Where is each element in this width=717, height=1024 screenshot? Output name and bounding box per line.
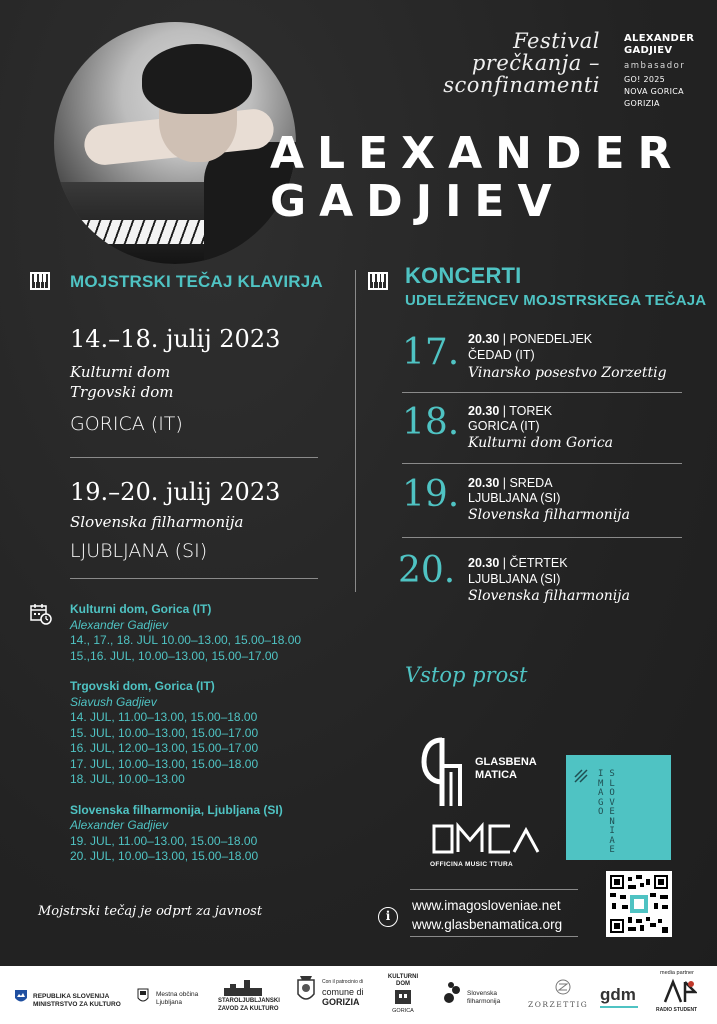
concert-time-value: 20.30 (468, 332, 500, 346)
kd-line-1: KULTURNI (387, 974, 419, 980)
ambassador-name-2: GADJIEV (624, 45, 673, 56)
masterclass-title: MOJSTRSKI TEČAJ KLAVIRJA (70, 272, 323, 291)
vertical-divider (355, 270, 356, 592)
concerts-title: KONCERTI (405, 263, 522, 288)
comune-line-1: comune di (322, 986, 364, 997)
imago-letter: V (609, 797, 615, 808)
photo-piano-keys (60, 220, 219, 244)
gm-line-2: MATICA (475, 769, 517, 781)
schedule-person: Alexander Gadjiev (70, 617, 169, 632)
ambassador-badge (624, 33, 714, 108)
concert-weekday: | TOREK (499, 404, 553, 418)
masterclass-date-1: 14.–18. julij 2023 (70, 325, 281, 353)
piano-icon (368, 272, 388, 290)
imago-letter: I (609, 826, 615, 836)
divider (402, 537, 682, 538)
gm-line-1: GLASBENA (475, 756, 537, 768)
ambassador-name-1: ALEXANDER (624, 33, 695, 44)
comune-patronage: Con il patrocinio di (322, 979, 364, 985)
schedule-line: 20. JUL, 10.00–13.00, 15.00–18.00 (70, 849, 259, 863)
concert-venue: Vinarsko posestvo Zorzettig (468, 365, 667, 381)
schedule-heading: Trgovski dom, Gorica (IT) (70, 679, 215, 693)
concert-weekday: | ČETRTEK (499, 556, 568, 570)
goi-line-2: NOVA GORICA (624, 87, 684, 96)
mol-line-1: Mestna občina (156, 991, 199, 998)
schedule-line: 14. JUL, 11.00–13.00, 15.00–18.00 (70, 710, 258, 724)
imago-letter: M (598, 778, 604, 789)
qr-code-icon (610, 875, 668, 933)
concert-time-value: 20.30 (468, 556, 500, 570)
divider (410, 889, 578, 890)
imago-sloveniae-logo (566, 755, 671, 860)
staro-line-1: STAROLJUBLJANSKI (218, 998, 280, 1004)
imago-letter: A (598, 788, 604, 798)
concert-venue: Slovenska filharmonija (468, 588, 630, 604)
ministry-line-1: REPUBLIKA SLOVENIJA (33, 993, 110, 1000)
ljubljana-coat-of-arms-icon (137, 988, 149, 1004)
schedule-heading: Kulturni dom, Gorica (IT) (70, 602, 212, 616)
imago-col-2 (609, 770, 614, 856)
festival-line-1: Festival (513, 29, 600, 53)
glasbena-matica-icon (420, 736, 464, 808)
concert-day: 17. (402, 332, 460, 373)
masterclass-venue-1a: Kulturni dom (70, 363, 171, 381)
schedule-line: 14., 17., 18. JUL 10.00–13.00, 15.00–18.00 (70, 633, 302, 647)
concert-weekday: | PONEDELJEK (499, 332, 593, 346)
concerts-subtitle: UDELEŽENCEV MOJSTRSKEGA TEČAJA (405, 292, 707, 309)
imago-letter: A (609, 835, 615, 846)
masterclass-venue-1b: Trgovski dom (70, 383, 174, 401)
concert-place: GORICA (IT) (468, 419, 540, 433)
imago-letter: E (609, 807, 615, 817)
website-links (412, 896, 562, 934)
imago-letter: G (598, 797, 604, 808)
schedule-block (70, 679, 360, 788)
goi-line-1: GO! 2025 (624, 75, 666, 84)
open-to-public-note: Mojstrski tečaj je odprt za javnost (38, 904, 263, 919)
artist-name (270, 130, 710, 226)
imago-col-1 (598, 770, 603, 856)
schedule-person: Alexander Gadjiev (70, 818, 169, 832)
schedule-heading: Slovenska filharmonija, Ljubljana (SI) (70, 802, 283, 817)
schedule-block (70, 803, 360, 865)
concert-time-value: 20.30 (468, 476, 500, 490)
schedule-block (70, 602, 360, 664)
photo-hair (142, 44, 252, 114)
concert-day: 20. (398, 550, 456, 591)
mol-line-2: Ljubljana (156, 998, 183, 1006)
schedule-line: 17. JUL, 10.00–13.00, 15.00–18.00 (70, 756, 259, 771)
schedule-line: 19. JUL, 11.00–13.00, 15.00–18.00 (70, 833, 258, 848)
schedule-line: 15. JUL, 10.00–13.00, 15.00–17.00 (70, 725, 259, 740)
concert-day: 18. (402, 402, 460, 443)
kd-line-2: DOM (396, 981, 410, 987)
festival-title (398, 30, 600, 96)
imago-letter: I (598, 769, 604, 779)
festival-line-2: prečkanja – (471, 51, 600, 75)
divider (70, 578, 318, 579)
concert-weekday: | SREDA (499, 476, 553, 490)
free-entry: Vstop prost (405, 663, 528, 687)
glasbena-matica-logo (420, 736, 537, 812)
media-partner-label: media partner (660, 970, 694, 976)
qr-code[interactable] (606, 871, 672, 937)
divider (402, 392, 682, 393)
concert-time-value: 20.30 (468, 404, 500, 418)
concert-time (468, 331, 592, 347)
kulturni-dom-icon (393, 988, 413, 1006)
omc-caption: OFFICINA MUSIC TTURA (430, 861, 514, 868)
masterclass-venue-2: Slovenska filharmonija (70, 513, 244, 531)
filharmonija-icon (442, 980, 464, 1006)
info-icon: i (378, 907, 398, 927)
link-imagosloveniae[interactable]: www.imagosloveniae.net (412, 898, 561, 913)
kd-line-3: GORICA (392, 1008, 414, 1014)
divider (410, 936, 578, 937)
concert-venue: Slovenska filharmonija (468, 507, 630, 523)
imago-letter: O (609, 788, 615, 798)
festival-line-3: sconfinamenti (443, 73, 600, 97)
comune-line-2: GORIZIA (322, 996, 360, 1007)
gorizia-crest-icon (294, 974, 318, 1006)
imago-letter: S (609, 769, 615, 779)
concert-place: ČEDAD (IT) (468, 348, 535, 362)
radio-student-icon (663, 978, 697, 1004)
sf-line-1: Slovenska (467, 990, 497, 997)
imago-letter: O (598, 807, 604, 817)
gdm-underline (600, 1006, 638, 1008)
zorzettig-label: ZORZETTIG (528, 1000, 589, 1009)
schedule-person: Siavush Gadjiev (70, 694, 157, 709)
schedule-line: 16. JUL, 12.00–13.00, 15.00–17.00 (70, 741, 259, 755)
masterclass-schedule (70, 602, 360, 880)
imago-letter: N (609, 816, 615, 827)
link-glasbenamatica[interactable]: www.glasbenamatica.org (412, 917, 563, 932)
imago-letter: E (609, 845, 615, 855)
castle-icon (222, 978, 264, 996)
masterclass-city-2: LJUBLJANA (SI) (70, 540, 208, 562)
ambassador-label: ambasador (624, 61, 686, 71)
imago-letter: L (609, 778, 615, 789)
concert-place: LJUBLJANA (SI) (468, 491, 561, 505)
imago-text (598, 770, 615, 856)
concert-place: LJUBLJANA (SI) (468, 572, 561, 586)
concert-time (468, 475, 553, 491)
divider (70, 457, 318, 458)
piano-icon (30, 272, 50, 290)
concert-time (468, 555, 568, 571)
zorzettig-emblem-icon (554, 978, 572, 996)
staro-line-2: ZAVOD ZA KULTURO (218, 1005, 279, 1012)
goi-line-3: GORIZIA (624, 99, 660, 108)
sf-line-2: filharmonija (467, 997, 501, 1005)
radio-student-label: RADIO STUDENT (656, 1007, 698, 1013)
artist-first-name: ALEXANDER (270, 128, 685, 179)
schedule-line: 18. JUL, 10.00–13.00 (70, 772, 185, 786)
ministry-line-2: MINISTRSTVO ZA KULTURO (33, 1000, 121, 1008)
concert-venue: Kulturni dom Gorica (468, 435, 614, 451)
slovenia-coat-of-arms-icon (14, 989, 28, 1005)
imago-mark-icon (574, 769, 588, 783)
artist-photo (54, 22, 296, 264)
artist-last-name: GADJIEV (270, 176, 565, 227)
divider (402, 463, 682, 464)
masterclass-date-2: 19.–20. julij 2023 (70, 478, 281, 506)
concert-day: 19. (402, 474, 460, 515)
concert-time (468, 403, 552, 419)
sponsor-footer (0, 966, 717, 1024)
calendar-clock-icon (30, 603, 52, 625)
schedule-line: 15.,16. JUL, 10.00–13.00, 15.00–17.00 (70, 648, 279, 663)
masterclass-city-1: GORICA (IT) (70, 413, 183, 435)
gdm-logo: gdm (600, 985, 636, 1004)
